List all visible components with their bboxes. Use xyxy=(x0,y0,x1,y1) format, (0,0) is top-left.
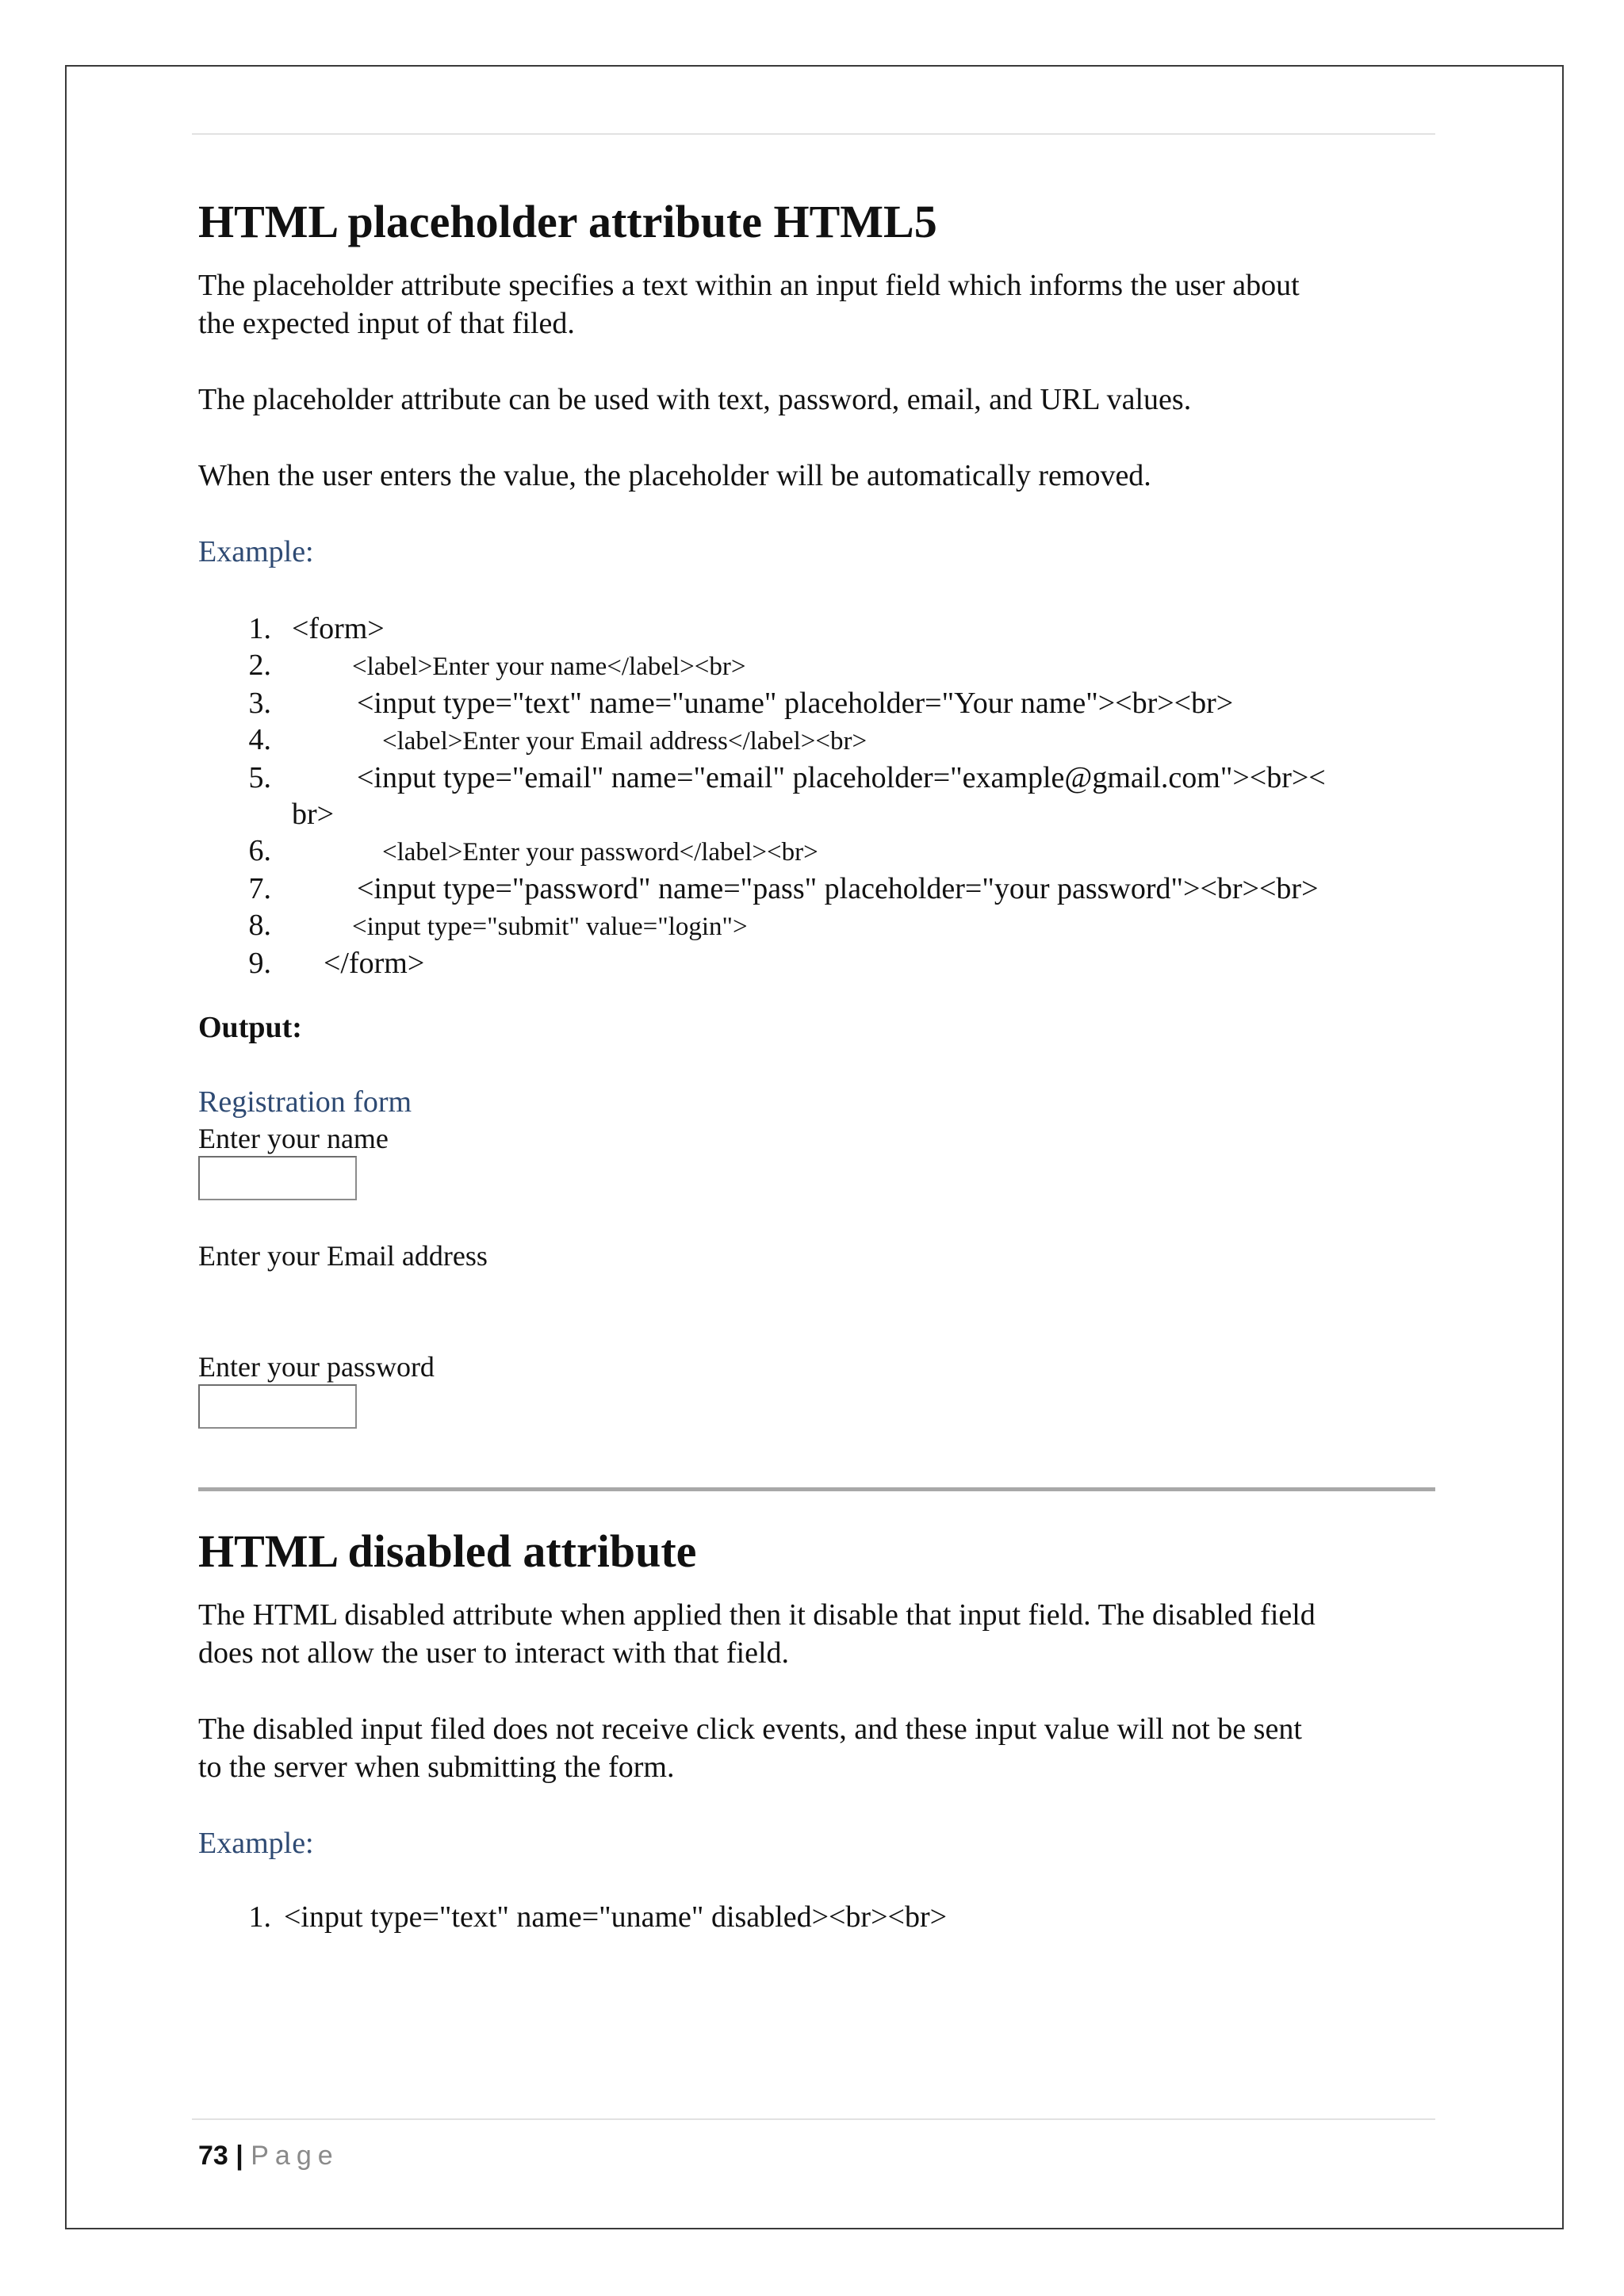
code-text: <form> xyxy=(292,612,385,645)
code-line xyxy=(198,610,1435,647)
example-label-2: Example: xyxy=(198,1827,314,1860)
code-line xyxy=(198,721,1435,760)
line-number: 1. xyxy=(248,1900,271,1934)
paragraph-placeholder-values: The placeholder attribute can be used with text, password, email, and URL values. xyxy=(198,383,1192,416)
code-line xyxy=(198,1899,1435,1935)
line-number: 2. xyxy=(248,649,271,682)
page-label: Page xyxy=(251,2141,339,2171)
password-field-label: Enter your password xyxy=(198,1351,435,1383)
password-input[interactable] xyxy=(198,1384,357,1429)
section-title-placeholder: HTML placeholder attribute HTML5 xyxy=(198,196,937,247)
code-text: <label>Enter your password</label><br> xyxy=(382,838,818,867)
line-number: 1. xyxy=(248,612,271,645)
example-label-1: Example: xyxy=(198,535,314,568)
code-line xyxy=(198,685,1435,721)
code-line-wrap xyxy=(198,796,1435,832)
paragraph-disabled-events-line1: The disabled input filed does not receive click events, and these input value will not be sent xyxy=(198,1712,1302,1746)
line-number: 4. xyxy=(248,723,271,756)
code-line xyxy=(198,647,1435,685)
code-line xyxy=(198,945,1435,982)
line-number: 3. xyxy=(248,687,271,720)
line-number: 6. xyxy=(248,834,271,867)
code-line xyxy=(198,871,1435,907)
code-text: br> xyxy=(292,798,335,831)
paragraph-disabled-intro-line1: The HTML disabled attribute when applied then it disable that input field. The disabled field xyxy=(198,1598,1316,1632)
name-input[interactable] xyxy=(198,1156,357,1200)
code-text: </form> xyxy=(324,947,425,980)
code-text: <input type="password" name="pass" placeholder="your password"><br><br> xyxy=(357,872,1319,905)
code-text: <label>Enter your name</label><br> xyxy=(352,652,746,681)
page-number: 73 xyxy=(198,2141,228,2171)
section-title-disabled: HTML disabled attribute xyxy=(198,1525,697,1577)
email-field-label: Enter your Email address xyxy=(198,1240,488,1272)
output-label: Output: xyxy=(198,1011,302,1044)
line-number: 7. xyxy=(248,872,271,905)
footer-separator: | xyxy=(236,2141,243,2171)
name-field-label: Enter your name xyxy=(198,1123,389,1154)
paragraph-placeholder-removed: When the user enters the value, the placeholder will be automatically removed. xyxy=(198,459,1151,492)
code-line xyxy=(198,832,1435,871)
code-listing-2 xyxy=(198,1899,1435,1935)
code-line xyxy=(198,760,1435,796)
paragraph-disabled-events-line2: to the server when submitting the form. xyxy=(198,1751,675,1784)
line-number: 9. xyxy=(248,947,271,980)
page-footer xyxy=(198,2141,339,2172)
page-content xyxy=(198,190,1435,1935)
code-text: <label>Enter your Email address</label><br> xyxy=(382,727,868,756)
code-listing-1 xyxy=(198,610,1435,982)
paragraph-placeholder-intro-line2: the expected input of that filed. xyxy=(198,307,575,340)
header-rule xyxy=(192,133,1435,135)
paragraph-disabled-intro-line2: does not allow the user to interact with that field. xyxy=(198,1636,790,1670)
registration-form-title: Registration form xyxy=(198,1085,412,1119)
line-number: 8. xyxy=(248,909,271,942)
code-text: <input type="email" name="email" placeholder="example@gmail.com"><br>< xyxy=(357,761,1326,794)
paragraph-placeholder-intro-line1: The placeholder attribute specifies a text within an input field which informs the user about xyxy=(198,269,1300,302)
code-text: <input type="text" name="uname" placeholder="Your name"><br><br> xyxy=(357,687,1234,720)
code-line xyxy=(198,907,1435,945)
code-text: <input type="submit" value="login"> xyxy=(352,913,748,941)
line-number: 5. xyxy=(248,761,271,794)
footer-rule xyxy=(192,2118,1435,2120)
code-text: <input type="text" name="uname" disabled><br><br> xyxy=(284,1900,948,1934)
